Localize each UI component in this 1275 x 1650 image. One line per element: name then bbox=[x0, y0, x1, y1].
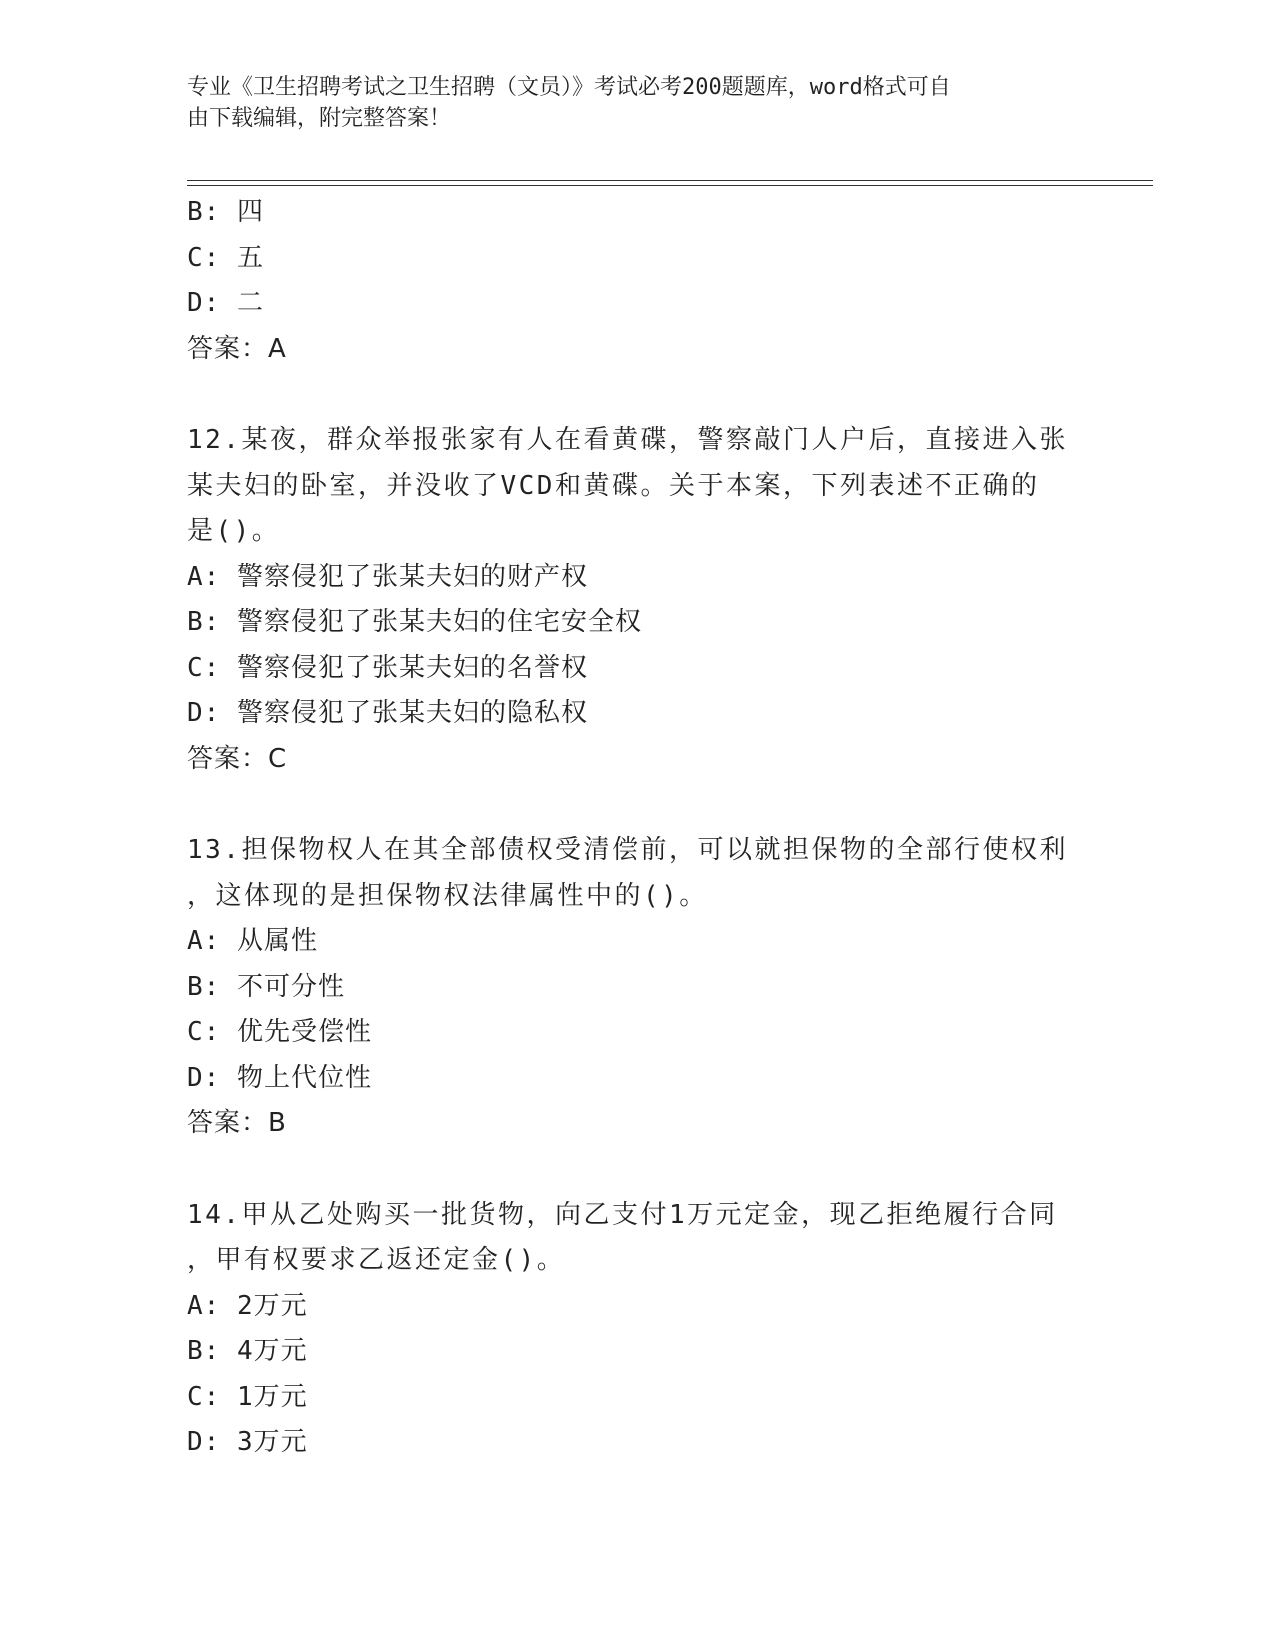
option-c: C: 警察侵犯了张某夫妇的名誉权 bbox=[187, 652, 588, 683]
question-13 bbox=[187, 828, 1087, 1147]
answer: 答案：B bbox=[187, 1108, 287, 1138]
option-b: B: 不可分性 bbox=[187, 971, 345, 1002]
option-a: A: 警察侵犯了张某夫妇的财产权 bbox=[187, 561, 588, 592]
question-14 bbox=[187, 1193, 1087, 1466]
question-text-line: ，甲有权要求乙返还定金()。 bbox=[187, 1245, 566, 1275]
option-d: D: 物上代位性 bbox=[187, 1062, 372, 1093]
header-line-2: 由下载编辑，附完整答案！ bbox=[187, 106, 452, 131]
option-c: C: 1万元 bbox=[187, 1381, 308, 1412]
option-b: B: 四 bbox=[187, 197, 264, 227]
question-text-line: 某夫妇的卧室，并没收了VCD和黄碟。关于本案，下列表述不正确的 bbox=[187, 470, 1040, 501]
option-b: B: 警察侵犯了张某夫妇的住宅安全权 bbox=[187, 607, 642, 637]
question-12 bbox=[187, 418, 1087, 782]
document-body bbox=[187, 190, 1087, 1466]
question-text-line: ，这体现的是担保物权法律属性中的()。 bbox=[187, 880, 708, 911]
answer: 答案：C bbox=[187, 743, 288, 774]
header-rule-top bbox=[187, 180, 1153, 181]
question-text-line: 13.担保物权人在其全部债权受清偿前，可以就担保物的全部行使权利 bbox=[187, 835, 1068, 865]
question-text-line: 是()。 bbox=[187, 516, 281, 546]
question-11-tail bbox=[187, 190, 1087, 372]
option-a: A: 从属性 bbox=[187, 926, 318, 956]
option-d: D: 警察侵犯了张某夫妇的隐私权 bbox=[187, 698, 588, 728]
option-a: A: 2万元 bbox=[187, 1290, 308, 1321]
header-rule-bottom bbox=[187, 185, 1153, 186]
option-b: B: 4万元 bbox=[187, 1336, 308, 1366]
spacer bbox=[187, 372, 1087, 418]
answer: 答案：A bbox=[187, 333, 287, 364]
question-text-line: 12.某夜，群众举报张家有人在看黄碟，警察敲门人户后，直接进入张 bbox=[187, 425, 1068, 455]
option-c: C: 优先受偿性 bbox=[187, 1017, 372, 1047]
option-d: D: 二 bbox=[187, 288, 264, 318]
document-header bbox=[187, 72, 1067, 134]
option-d: D: 3万元 bbox=[187, 1427, 308, 1457]
header-line-1: 专业《卫生招聘考试之卫生招聘（文员）》考试必考200题题库，word格式可自 bbox=[187, 75, 951, 100]
spacer bbox=[187, 782, 1087, 828]
option-c: C: 五 bbox=[187, 242, 264, 273]
question-text-line: 14.甲从乙处购买一批货物，向乙支付1万元定金，现乙拒绝履行合同 bbox=[187, 1199, 1058, 1230]
spacer bbox=[187, 1147, 1087, 1193]
